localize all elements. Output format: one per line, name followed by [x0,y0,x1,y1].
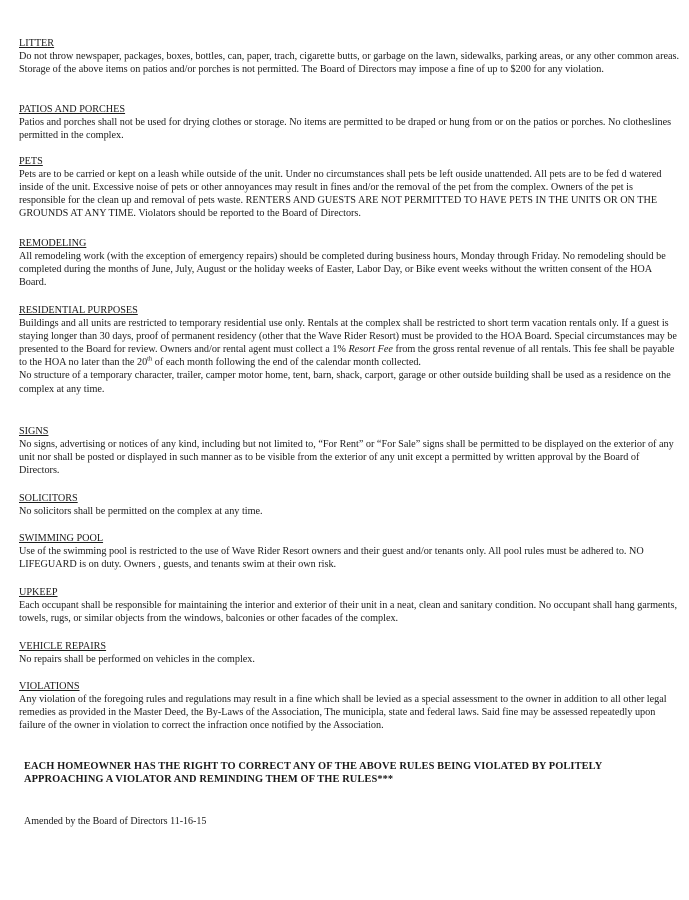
section-patios-and-porches [19,103,679,142]
section-heading: SWIMMING POOL [19,533,104,544]
paragraph-text: of each month following the end of the calendar month collected. [152,357,421,369]
section-body [19,545,679,571]
section-paragraph [19,317,679,369]
paragraph-text: from the gross rental revenue of all rentals. This fee shall be payable to the HOA no later than the 20 [19,344,675,369]
section-body [19,693,679,732]
section-body [19,653,679,666]
section-body [19,250,679,289]
paragraph-text: Buildings and all units are restricted to temporary residential use only. Rentals at the complex shall be restricted to short term vacation rentals only. If a guest is staying longer than 30 days, proof of permanent residency (other that the Wave Rider Resort) must be provided to the HOA Board. Special circumstances may be presented to the Board for review. Owners and/or rental agent must collect a 1% [19,318,677,356]
section-litter [19,37,679,76]
section-signs [19,425,679,477]
section-upkeep [19,586,679,625]
section-solicitors [19,492,679,518]
section-heading: RESIDENTIAL PURPOSES [19,305,138,316]
section-paragraph [19,599,679,625]
section-remodeling [19,237,679,289]
section-paragraph [19,116,679,142]
paragraph-text: No structure of a temporary character, trailer, camper motor home, tent, barn, shack, carport, garage or other outside building shall be used as a residence on the complex at any time. [19,370,671,395]
paragraph-text: No signs, advertising or notices of any kind, including but not limited to, “For Rent” or “For Sale” signs shall be permitted to be displayed on the exterior of any unit nor shall be posted or displayed in such manner as to be visible from the exterior of any unit except a permitted by written approval by the Board of Directors. [19,439,674,477]
section-body [19,505,679,518]
paragraph-text: All remodeling work (with the exception of emergency repairs) should be completed during business hours, Monday through Friday. No remodeling should be completed during the months of June, July, August or the holiday weeks of Easter, Labor Day, or Bike event weeks without the written consent of the HOA Board. [19,251,666,289]
section-paragraph [19,369,679,395]
section-heading: LITTER [19,38,55,49]
section-heading: SOLICITORS [19,493,78,504]
paragraph-text: No solicitors shall be permitted on the complex at any time. [19,506,263,518]
section-heading: PATIOS AND PORCHES [19,104,126,115]
paragraph-text: Do not throw newspaper, packages, boxes, bottles, can, paper, trach, cigarette butts, or garbage on the lawn, sidewalks, parking areas, or any other common areas. Storage of the above items on patios and/or porches is not permitted. The Board of Directors may impose a fine of up to $200 for any violation. [19,51,680,76]
section-heading: UPKEEP [19,587,58,598]
paragraph-text: Each occupant shall be responsible for maintaining the interior and exterior of their unit in a neat, clean and sanitary condition. No occupant shall hang garments, towels, rugs, or similar objects from the windows, balconies or other facades of the complex. [19,600,678,625]
section-body [19,168,679,220]
section-paragraph [19,50,679,76]
section-violations [19,680,679,732]
section-body [19,438,679,477]
section-paragraph [19,250,679,289]
section-paragraph [19,653,679,666]
paragraph-text: Any violation of the foregoing rules and regulations may result in a fine which shall be levied as a special assessment to the owner in addition to all other legal remedies as provided in the Master Deed, the By-Laws of the Association, The municipla, state and federal laws. Said fine may be assessed repeatedly upon failure of the owner in violation to correct the infraction once notified by the Association. [19,694,667,732]
superscript-text: th [147,355,153,363]
section-paragraph [19,438,679,477]
section-heading: SIGNS [19,426,49,437]
section-paragraph [19,168,679,220]
section-heading: VIOLATIONS [19,681,80,692]
paragraph-text: Pets are to be carried or kept on a leash while outside of the unit. Under no circumstances shall pets be left ouside unattended. All pets are to be fed d watered inside of the unit. Excessive noise of pets or other annoyances may result in fines and/or the removal of the pet from the complex. Owners of the pet is responsible for the clean up and removal of pets waste. RENTERS AND GUESTS ARE NOT PERMITTED TO HAVE PETS IN THE UNITS OR ON THE GROUNDS AT ANY TIME. Violators should be reported to the Board of Directors. [19,169,662,220]
section-paragraph [19,545,679,571]
paragraph-text: No repairs shall be performed on vehicles in the complex. [19,654,255,666]
emphasis-text: Resort Fee [348,344,393,356]
paragraph-text: Use of the swimming pool is restricted to the use of Wave Rider Resort owners and their guest and/or tenants only. All pool rules must be adhered to. NO LIFEGUARD is on duty. Owners , guests, and tenants swim at their own risk. [19,546,644,571]
closing-statement: EACH HOMEOWNER HAS THE RIGHT TO CORRECT ANY OF THE ABOVE RULES BEING VIOLATED BY POLITELY APPROACHING A VIOLATOR AND REMINDING THEM OF THE RULES*** [24,761,602,786]
section-heading: REMODELING [19,238,87,249]
section-body [19,317,679,396]
section-heading: VEHICLE REPAIRS [19,641,107,652]
section-paragraph [19,693,679,732]
section-body [19,50,679,76]
section-body [19,116,679,142]
section-vehicle-repairs [19,640,679,666]
paragraph-text: Patios and porches shall not be used for drying clothes or storage. No items are permitted to be draped or hung from or on the patios or porches. No clotheslines permitted in the complex. [19,117,672,142]
section-body [19,599,679,625]
section-swimming-pool [19,532,679,571]
section-paragraph [19,505,679,518]
amended-note: Amended by the Board of Directors 11-16-15 [24,816,207,827]
section-heading: PETS [19,156,43,167]
section-residential-purposes [19,304,679,396]
section-pets [19,155,679,220]
